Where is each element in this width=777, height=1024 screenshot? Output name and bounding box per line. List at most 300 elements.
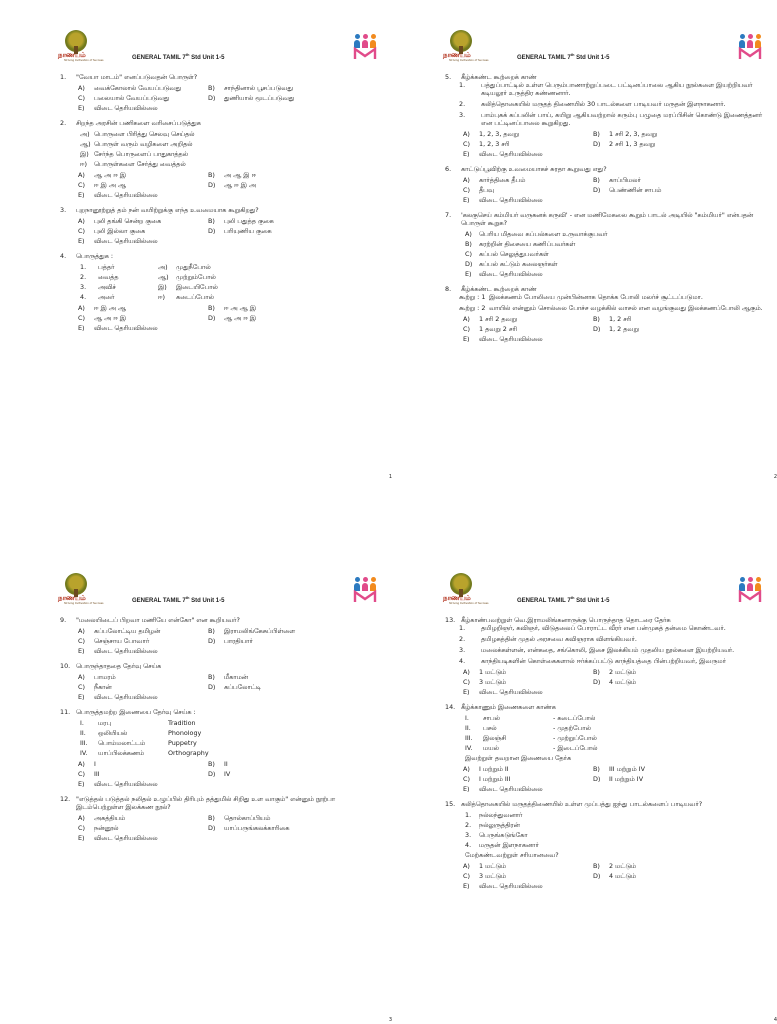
person-head: [756, 577, 761, 582]
question-head: [445, 800, 763, 808]
answer-option[interactable]: [208, 627, 348, 635]
match-cell: 3.: [80, 283, 87, 291]
option-letter: B): [208, 171, 215, 179]
question: [60, 616, 378, 655]
match-cell: முற்றும்போல்: [176, 273, 216, 281]
page-1: [52, 30, 392, 480]
option-text: 1 சரி 2 தவறு: [479, 315, 517, 323]
statement: [459, 646, 763, 654]
option-text: ஆ அ ஈ இ: [94, 171, 126, 179]
option-letter: D): [208, 314, 216, 322]
answer-option[interactable]: [463, 872, 593, 880]
answer-option[interactable]: [593, 315, 733, 323]
option-letter: B): [593, 862, 600, 870]
option-letter: B): [593, 315, 600, 323]
question-head: [60, 708, 378, 716]
option-letter: A): [78, 304, 85, 312]
answer-option[interactable]: [463, 140, 593, 148]
option-text: II: [224, 760, 228, 768]
person-head: [355, 34, 360, 39]
question: [445, 165, 763, 204]
list-item-label: ஆ): [80, 140, 91, 148]
logo-text: நாணயம்: [58, 593, 86, 602]
title-text: Std Unit 1-5: [574, 598, 610, 604]
page-number: 2: [773, 473, 777, 480]
answer-option[interactable]: [78, 673, 208, 681]
question-tail: மேற்கண்டவற்றுள் சரியானவை?: [465, 851, 559, 859]
option-letter: A): [78, 217, 85, 225]
answer-options: [463, 688, 763, 696]
statement-text: பாம்புகக் கப்பலின் பாய், கயிறு ஆகியவற்றால் கரும்பு பழுதை மரப்பிசின் கொண்டு இணைத்தனர் என பட்டினப்பாலை கூறுகிறது.: [481, 111, 763, 127]
option-letter: B): [593, 765, 600, 773]
match-cell: ஒலியியல்: [98, 729, 128, 737]
list-item-text: பெரிய மிதவை கப்பல்களை உருவாக்குபவர்: [479, 230, 608, 238]
question-number: 4.: [60, 252, 67, 260]
option-letter: D): [208, 227, 216, 235]
answer-option[interactable]: [208, 314, 348, 322]
answer-option[interactable]: [208, 94, 348, 102]
option-letter: E): [78, 647, 85, 655]
question-head: [445, 285, 763, 293]
option-text: I மற்றும் III: [479, 775, 511, 783]
answer-option[interactable]: [78, 814, 208, 822]
answer-option[interactable]: [593, 130, 733, 138]
list-item-text: நல்லுருத்திரன்: [479, 821, 520, 829]
logo: [58, 573, 104, 607]
page-2: [437, 30, 777, 480]
title-text: GENERAL TAMIL 7: [517, 55, 571, 61]
match-row: [80, 263, 378, 271]
option-letter: B): [593, 130, 600, 138]
brand-m-icon: [738, 47, 762, 60]
answer-option[interactable]: [208, 673, 348, 681]
answer-option[interactable]: [78, 627, 208, 635]
statement-text: தமிழறிஞர், கவிஞர், விடுதலைப் போராட்ட வீரர் என பன்முகத் தன்மை கொண்டவர்.: [481, 624, 726, 632]
answer-option[interactable]: [593, 775, 733, 783]
match-cell: வைத்த: [98, 273, 119, 281]
match-cell: Tradition: [168, 719, 196, 727]
answer-option[interactable]: [208, 637, 348, 645]
answer-options: [463, 785, 763, 793]
option-text: விடை தெரியவில்லை: [94, 834, 158, 842]
option-text: 2 சரி 1, 3 தவறு: [609, 140, 656, 148]
question-head: [60, 119, 378, 127]
match-cell: - கடைப்போல்: [553, 714, 596, 722]
question-head: [60, 795, 378, 811]
match-cell: சாபல்: [483, 714, 500, 722]
answer-options: [463, 196, 763, 204]
list-item: [465, 260, 763, 268]
list-item-text: கப்பல் செலுத்துபவர்கள்: [479, 250, 549, 258]
logo: [443, 573, 489, 607]
answer-option[interactable]: [593, 325, 733, 333]
question-list: [60, 616, 378, 849]
statement-text: காந்தியடிகளின் கொள்கைகளால் ஈர்க்கப்பட்டு காந்தியத்தை பின்பற்றியவர், இவருமர்: [481, 657, 726, 665]
answer-option[interactable]: [208, 770, 348, 778]
doc-title: [517, 595, 609, 606]
answer-options: [78, 760, 378, 778]
option-text: ஈ அ ஆ இ: [224, 304, 256, 312]
option-letter: C): [463, 775, 470, 783]
title-sup: th: [185, 52, 190, 57]
list-item-text: பெருங்கடுங்கோ: [479, 831, 528, 839]
question: [60, 252, 378, 332]
brand-people-icon: [737, 577, 763, 605]
answer-option[interactable]: [463, 325, 593, 333]
answer-option[interactable]: [593, 176, 733, 184]
list-item-label: ஈ): [80, 160, 87, 168]
option-text: விடை தெரியவில்லை: [479, 335, 543, 343]
option-letter: D): [593, 140, 601, 148]
answer-option[interactable]: [593, 765, 733, 773]
option-text: ஆ அ ஈ இ: [224, 314, 256, 322]
list-item-label: 4.: [465, 841, 472, 849]
answer-options: [463, 150, 763, 158]
statement-text: தமிழகத்தின் முதல் அரசவை கவிஞராக விளங்கியவர்.: [481, 635, 637, 643]
answer-option[interactable]: [463, 678, 593, 686]
answer-options: [463, 315, 763, 333]
match-cell: III.: [80, 739, 88, 747]
match-cell: அ): [158, 263, 168, 271]
option-letter: E): [78, 191, 85, 199]
match-cell: யாப்பிலக்கணம்: [98, 749, 145, 757]
statement-number: 2.: [459, 100, 466, 108]
option-letter: B): [208, 84, 215, 92]
answer-option[interactable]: [593, 862, 733, 870]
answer-options: [463, 765, 763, 783]
option-letter: C): [78, 637, 85, 645]
option-text: III மற்றும் IV: [609, 765, 645, 773]
option-text: விடை தெரியவில்லை: [94, 693, 158, 701]
answer-options: [78, 647, 378, 655]
answer-option-e[interactable]: [78, 693, 378, 701]
option-letter: C): [78, 824, 85, 832]
option-text: 1 சரி 2, 3, தவறு: [609, 130, 658, 138]
question-number: 6.: [445, 165, 452, 173]
statement: [459, 81, 763, 97]
question: [445, 285, 763, 343]
match-cell: III.: [465, 734, 473, 742]
answer-options: [463, 882, 763, 890]
answer-option[interactable]: [208, 760, 348, 768]
question-text: 'கலகுசெய் கம்மியர் வருகனக் கருவி' - என மணிமேகலை கூறும் பாடல் அடியில் "கம்மியர்" என்பதன் பொருள் கூறுக?: [461, 211, 754, 227]
logo: [443, 30, 489, 64]
answer-option[interactable]: [208, 227, 348, 235]
logo-tagline: Striving Cultivation of Success: [64, 602, 104, 605]
assertion: [459, 293, 763, 301]
match-cell: மரபு: [98, 719, 112, 727]
brand-people-icon: [352, 34, 378, 62]
question-number: 10.: [60, 662, 71, 670]
answer-option[interactable]: [78, 760, 208, 768]
option-text: III: [94, 770, 100, 778]
match-row: [80, 283, 378, 291]
question-number: 5.: [445, 73, 452, 81]
statement-number: 3.: [459, 111, 466, 119]
answer-option[interactable]: [208, 181, 348, 189]
answer-option-e[interactable]: [78, 324, 378, 332]
option-text: புலி பதுத்த குகை: [224, 217, 274, 225]
option-text: விடை தெரியவில்லை: [94, 647, 158, 655]
answer-options: [78, 673, 378, 691]
answer-options: [78, 237, 378, 245]
list-item: [465, 270, 763, 278]
answer-option[interactable]: [463, 315, 593, 323]
match-cell: பொம்மலாட்டம்: [98, 739, 146, 747]
question-number: 14.: [445, 703, 456, 711]
answer-option-e[interactable]: [78, 834, 378, 842]
match-cell: பத்தர்: [98, 263, 115, 271]
answer-option-e[interactable]: [463, 335, 763, 343]
option-letter: E): [463, 785, 470, 793]
option-letter: C): [463, 140, 470, 148]
question-text: கீழ்காண்பவற்றுள் வெ.இராமலிங்கனாருக்கு பொருந்தாத தொடரை தேர்க: [461, 616, 671, 624]
question-text: புறநானூற்றுத் தம் நன் வயிற்றுக்கு எந்த உவமையாக கூறுகிறது?: [76, 206, 259, 214]
match-cell: 1.: [80, 263, 87, 271]
answer-options: [78, 104, 378, 112]
answer-option-e[interactable]: [78, 191, 378, 199]
question: [60, 206, 378, 245]
question-head: [60, 252, 378, 260]
option-text: பெண்ணின் சாபம்: [609, 186, 662, 194]
answer-option-e[interactable]: [78, 237, 378, 245]
option-letter: E): [463, 150, 470, 158]
answer-option[interactable]: [78, 637, 208, 645]
answer-option[interactable]: [463, 862, 593, 870]
answer-option[interactable]: [78, 683, 208, 691]
statement: [459, 624, 763, 632]
option-text: ஆ அ ஈ இ: [94, 314, 126, 322]
option-text: விடை தெரியவில்லை: [94, 237, 158, 245]
match-row: [465, 734, 763, 742]
option-letter: A): [78, 760, 85, 768]
option-text: தொல்காப்பியம்: [224, 814, 271, 822]
option-text: 1 தவறு 2 சரி: [479, 325, 517, 333]
answer-option[interactable]: [593, 668, 733, 676]
option-text: 1, 2 தவறு: [609, 325, 639, 333]
match-cell: IV.: [80, 749, 88, 757]
match-row: [80, 293, 378, 301]
option-text: விடை தெரியவில்லை: [479, 688, 543, 696]
question-list: [445, 73, 763, 350]
answer-option[interactable]: [593, 140, 733, 148]
option-letter: A): [78, 627, 85, 635]
option-letter: D): [593, 325, 601, 333]
person-head: [371, 34, 376, 39]
match-row: [465, 744, 763, 752]
option-text: ஈ இ அ ஆ: [94, 304, 126, 312]
answer-option[interactable]: [78, 824, 208, 832]
option-text: 3 மட்டும்: [479, 872, 507, 880]
statement-text: கலித்தொகையில் மருதத் திணையில் 30 பாடல்களை பாடியவர் மருதன் இளநாகனார்.: [481, 100, 726, 108]
title-sup: th: [570, 52, 575, 57]
question-head: [60, 206, 378, 214]
option-letter: E): [78, 693, 85, 701]
list-item: [80, 150, 378, 158]
question-text: பொருத்துக :: [76, 252, 113, 260]
option-text: துணியால் மூடப்படுவது: [224, 94, 295, 102]
answer-option-e[interactable]: [463, 688, 763, 696]
logo-text: நாணயம்: [58, 50, 86, 59]
title-text: GENERAL TAMIL 7: [517, 598, 571, 604]
statement-number: 4.: [459, 657, 466, 665]
answer-option[interactable]: [78, 171, 208, 179]
match-row: [80, 749, 378, 757]
answer-option-e[interactable]: [78, 104, 378, 112]
assertions: [445, 293, 763, 312]
question-text: "மலையிடைப் பிறவா மணியே என்கோ" என கூறியவர்?: [76, 616, 240, 624]
match-cell: IV.: [465, 744, 473, 752]
answer-option[interactable]: [463, 176, 593, 184]
answer-option-e[interactable]: [78, 780, 378, 788]
option-letter: D): [208, 770, 216, 778]
option-letter: D): [208, 637, 216, 645]
question: [445, 616, 763, 696]
option-letter: B): [208, 217, 215, 225]
match-table: [60, 263, 378, 301]
list-item-label: 1.: [465, 811, 472, 819]
answer-option[interactable]: [208, 217, 348, 225]
answer-option[interactable]: [78, 94, 208, 102]
assertion: [459, 304, 763, 312]
question-text: கலித்தொகையில் மருதத்திணையில் உள்ள முப்பத்து ஐந்து பாடல்களைப் பாடியவர்?: [461, 800, 703, 808]
answer-option-e[interactable]: [78, 647, 378, 655]
option-letter: C): [78, 94, 85, 102]
option-letter: D): [593, 872, 601, 880]
question: [445, 800, 763, 890]
answer-option[interactable]: [463, 668, 593, 676]
question-list: [445, 616, 763, 897]
answer-option[interactable]: [208, 304, 348, 312]
option-text: 1 மட்டும்: [479, 862, 507, 870]
person-head: [740, 34, 745, 39]
match-cell: 4.: [80, 293, 87, 301]
option-text: 1, 2, 3 சரி: [479, 140, 510, 148]
option-text: செஞ்சாய போவார்: [94, 637, 150, 645]
title-sup: th: [570, 595, 575, 600]
answer-options: [78, 191, 378, 199]
option-letter: A): [463, 765, 470, 773]
option-letter: E): [463, 688, 470, 696]
answer-option[interactable]: [463, 130, 593, 138]
doc-title: [132, 52, 224, 63]
option-letter: D): [208, 683, 216, 691]
assertion-label: கூற்று : 1: [459, 293, 486, 301]
option-text: அகத்தியம்: [94, 814, 126, 822]
option-text: விடை தெரியவில்லை: [479, 150, 543, 158]
brand-people-icon: [352, 577, 378, 605]
option-text: I மற்றும் II: [479, 765, 509, 773]
answer-option[interactable]: [78, 304, 208, 312]
page-number: 4: [773, 1016, 777, 1023]
answer-option[interactable]: [463, 775, 593, 783]
answer-option-e[interactable]: [463, 150, 763, 158]
answer-option-e[interactable]: [463, 785, 763, 793]
answer-option[interactable]: [208, 84, 348, 92]
question-head: [60, 616, 378, 624]
list-item: [465, 811, 763, 819]
question-text: பொருந்தாததை தேர்வு செய்க: [76, 662, 162, 670]
option-text: விடை தெரியவில்லை: [479, 196, 543, 204]
option-letter: A): [463, 862, 470, 870]
question-text: "வேயா மாடம்" எனப்படுவதன் பொருள்?: [76, 73, 198, 81]
answer-option[interactable]: [463, 765, 593, 773]
answer-options: [78, 834, 378, 842]
option-text: 4 மட்டும்: [609, 678, 637, 686]
list-item-text: விடை தெரியவில்லை: [479, 270, 543, 278]
list-item-text: நல்லந்துவனார்: [479, 811, 523, 819]
option-letter: A): [463, 668, 470, 676]
match-cell: இலஞ்சி: [483, 734, 507, 742]
doc-title: [517, 52, 609, 63]
statement-number: 1.: [459, 624, 466, 632]
answer-option[interactable]: [593, 678, 733, 686]
option-letter: B): [208, 627, 215, 635]
question-number: 15.: [445, 800, 456, 808]
answer-option[interactable]: [463, 186, 593, 194]
brand-m-icon: [353, 590, 377, 603]
answer-option[interactable]: [78, 217, 208, 225]
question: [445, 211, 763, 278]
list-item-label: C): [465, 250, 472, 258]
answer-option[interactable]: [78, 227, 208, 235]
option-text: இராமலிங்கேசுப்பிள்ளை: [224, 627, 296, 635]
option-text: யாப்பருங்கலக்காரிகை: [224, 824, 290, 832]
option-letter: C): [78, 181, 85, 189]
answer-options: [78, 217, 378, 235]
option-letter: D): [208, 181, 216, 189]
page-number: 1: [388, 473, 392, 480]
answer-option[interactable]: [208, 171, 348, 179]
option-text: கப்பலோட்டிய தமிழன்: [94, 627, 161, 635]
answer-option[interactable]: [593, 186, 733, 194]
question-text: "எடுத்தல் படுத்தல் நலிதல் உழுப்பில் திரிபும் தத்துமில் சிறிது உள வாகும்" என்னும் நூற்பா இடம்பெற்றுள்ள இலக்கண நூல்?: [76, 795, 336, 811]
answer-option[interactable]: [208, 683, 348, 691]
list-item-text: பொருள்களை சேர்த்து வைத்தல்: [94, 160, 186, 168]
question-list-items: [80, 130, 378, 168]
match-cell: அரை்: [98, 293, 115, 301]
answer-option[interactable]: [78, 181, 208, 189]
answer-option[interactable]: [78, 84, 208, 92]
person-head: [756, 34, 761, 39]
match-cell: - இடைப்போல்: [553, 744, 598, 752]
list-item-label: E): [465, 270, 472, 278]
question-number: 2.: [60, 119, 67, 127]
match-row: [80, 739, 378, 747]
list-item: [80, 160, 378, 168]
answer-option[interactable]: [78, 314, 208, 322]
match-cell: கடைப்போல்: [176, 293, 214, 301]
answer-option[interactable]: [208, 814, 348, 822]
answer-option[interactable]: [78, 770, 208, 778]
match-cell: ஆ): [158, 273, 169, 281]
list-item-label: D): [465, 260, 473, 268]
answer-option-e[interactable]: [463, 196, 763, 204]
answer-option-e[interactable]: [463, 882, 763, 890]
answer-option[interactable]: [208, 824, 348, 832]
logo-tagline: Striving Cultivation of Success: [449, 59, 489, 62]
question-head: [60, 662, 378, 670]
statement: [459, 100, 763, 108]
match-row: [80, 719, 378, 727]
answer-option[interactable]: [593, 872, 733, 880]
statements: [445, 624, 763, 665]
question: [60, 708, 378, 788]
match-cell: - முற்றுப்போல்: [553, 734, 597, 742]
title-sup: th: [185, 595, 190, 600]
question-number: 13.: [445, 616, 456, 624]
option-letter: C): [78, 683, 85, 691]
